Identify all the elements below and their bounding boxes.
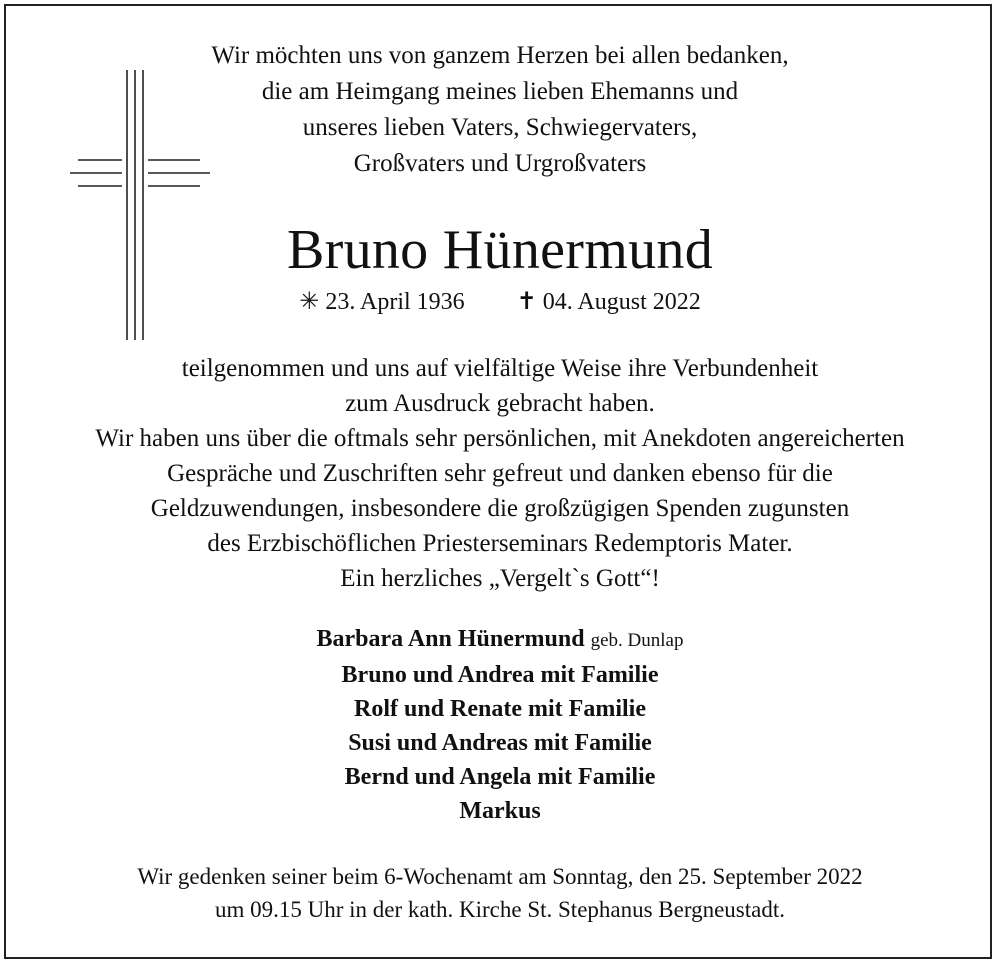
memorial-service-text xyxy=(0,860,1000,926)
thanks-line: teilgenommen und uns auf vielfältige Weise ihre Verbundenheit xyxy=(181,355,819,382)
memorial-line: Wir gedenken seiner beim 6-Wochenamt am Sonntag, den 25. September 2022 xyxy=(137,864,863,889)
birth-date xyxy=(299,285,464,319)
intro-line: die am Heimgang meines lieben Ehemanns und xyxy=(261,78,739,105)
intro-line: Wir möchten uns von ganzem Herzen bei allen bedanken, xyxy=(211,42,789,69)
thanks-text xyxy=(0,351,1000,596)
family-member: Susi und Andreas mit Familie xyxy=(348,730,652,756)
memorial-line: um 09.15 Uhr in der kath. Kirche St. Stephanus Bergneustadt. xyxy=(214,897,785,922)
thanks-line: Gespräche und Zuschriften sehr gefreut und danken ebenso für die xyxy=(167,460,833,487)
intro-text xyxy=(0,38,1000,182)
death-cross-icon: ✝ xyxy=(516,289,537,315)
death-date-text: 04. August 2022 xyxy=(542,289,701,315)
death-date xyxy=(517,285,701,319)
birth-date-text: 23. April 1936 xyxy=(325,289,465,315)
thanks-line: Wir haben uns über die oftmals sehr persönlichen, mit Anekdoten angereicherten xyxy=(95,425,905,452)
widow-line xyxy=(0,622,1000,658)
life-dates xyxy=(0,285,1000,319)
thanks-line: Geldzuwendungen, insbesondere die großzügigen Spenden zugunsten xyxy=(150,495,850,522)
family-member: Bernd und Angela mit Familie xyxy=(344,764,656,790)
deceased-name: Bruno Hünermund xyxy=(286,219,713,281)
thanks-line: zum Ausdruck gebracht haben. xyxy=(345,390,655,417)
family-signatures xyxy=(0,622,1000,828)
family-member: Bruno und Andrea mit Familie xyxy=(341,662,659,688)
family-member: Rolf und Renate mit Familie xyxy=(354,696,646,722)
widow-name: Barbara Ann Hünermund xyxy=(316,626,585,652)
thanks-line: des Erzbischöflichen Priesterseminars Redemptoris Mater. xyxy=(207,530,793,557)
intro-line: unseres lieben Vaters, Schwiegervaters, xyxy=(302,114,698,141)
birth-star-icon: ✳ xyxy=(299,289,320,315)
widow-maiden-name: geb. Dunlap xyxy=(590,630,684,651)
thanks-line: Ein herzliches „Vergelt`s Gott“! xyxy=(340,565,660,592)
intro-line: Großvaters und Urgroßvaters xyxy=(353,150,647,177)
family-member: Markus xyxy=(459,798,541,824)
